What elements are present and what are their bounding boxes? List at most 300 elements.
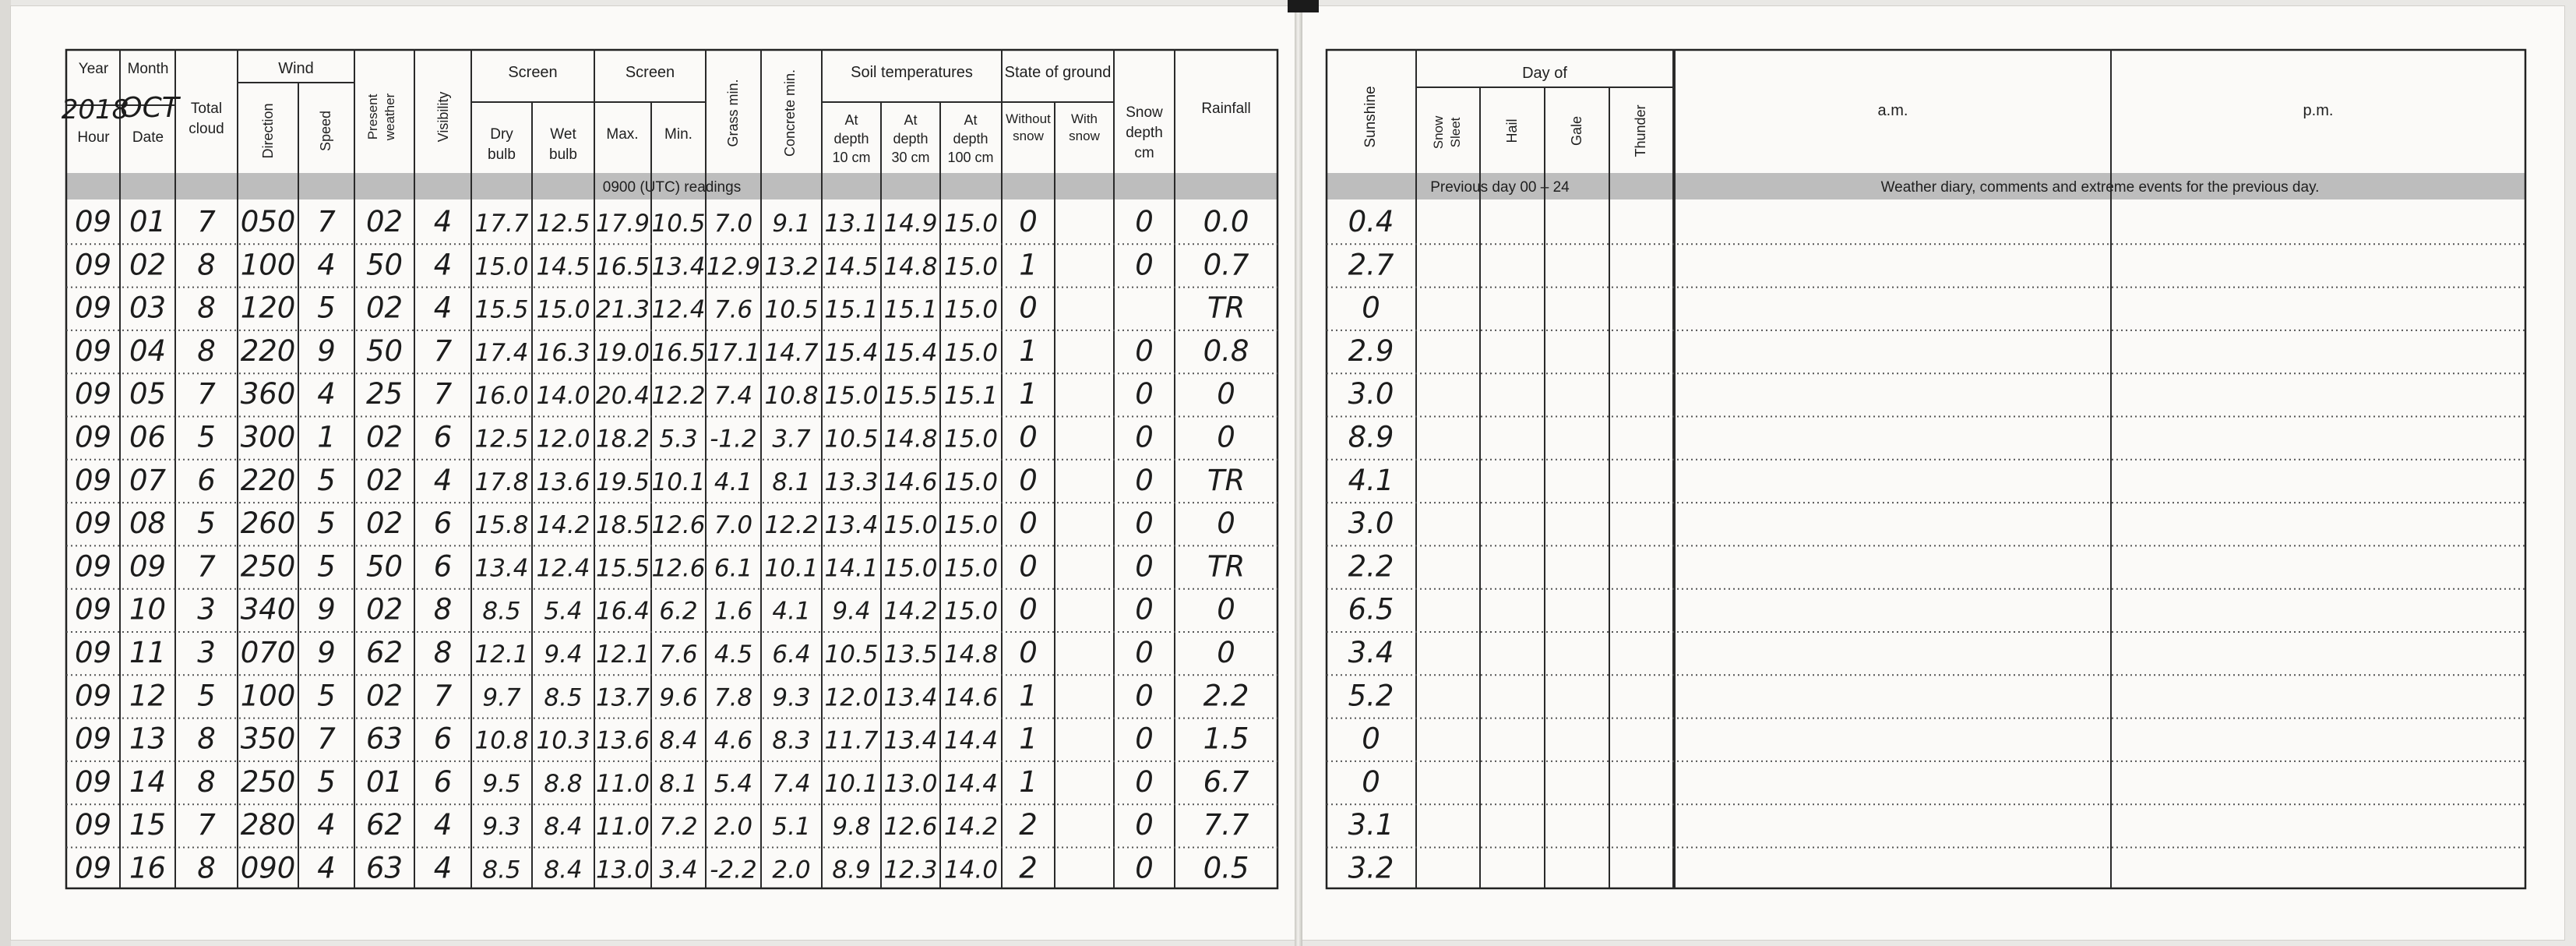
reading-r4-c6: 50 [365, 334, 403, 368]
day-of-header: Day of [1522, 65, 1567, 82]
reading-r5-c1: 09 [74, 377, 112, 411]
reading-r13-c12: 4.6 [714, 726, 753, 755]
reading-r12-c12: 7.8 [714, 683, 753, 712]
reading-r15-c2: 15 [129, 808, 167, 842]
reading-r13-c13: 8.3 [772, 726, 811, 755]
reading-r5-c13: 10.8 [764, 382, 819, 411]
reading-r16-c4: 090 [240, 851, 296, 885]
reading-r13-c16: 14.4 [943, 726, 999, 755]
sunshine-r12: 5.2 [1348, 679, 1394, 713]
reading-r8-c16: 15.0 [943, 511, 999, 540]
reading-r16-c13: 2.0 [772, 856, 811, 884]
sunshine-r14: 0 [1362, 764, 1380, 799]
reading-r5-c8: 16.0 [474, 382, 529, 411]
reading-r7-c8: 17.8 [474, 468, 529, 496]
sunshine-r15: 3.1 [1348, 808, 1394, 842]
reading-r1-c6: 02 [365, 205, 403, 238]
reading-r8-c17: 0 [1019, 507, 1038, 541]
reading-r6-c10: 18.2 [595, 425, 650, 454]
reading-r9-c7: 6 [433, 549, 453, 584]
without-snow-header-line-2: snow [1013, 129, 1044, 143]
reading-r3-c8: 15.5 [474, 295, 529, 324]
reading-r9-c17: 0 [1019, 549, 1038, 584]
reading-r6-c7: 6 [433, 420, 453, 454]
reading-r6-c2: 06 [129, 420, 167, 454]
reading-r5-c5: 4 [317, 377, 336, 411]
reading-r11-c12: 4.5 [714, 641, 753, 669]
reading-r1-c1: 09 [74, 205, 112, 238]
reading-r14-c5: 5 [317, 764, 336, 799]
sunshine-r9: 2.2 [1348, 549, 1394, 584]
reading-r1-c20: 0.0 [1203, 205, 1249, 238]
reading-r9-c11: 12.6 [651, 554, 706, 583]
reading-r12-c16: 14.6 [943, 683, 999, 712]
reading-r1-c19: 0 [1135, 205, 1154, 238]
reading-r8-c12: 7.0 [714, 511, 753, 540]
speed-header: Speed [318, 110, 333, 152]
reading-r10-c2: 10 [129, 592, 167, 627]
reading-r14-c20: 6.7 [1203, 764, 1249, 799]
dry-bulb-header-line-1: Dry [490, 126, 513, 143]
reading-r8-c13: 12.2 [764, 511, 819, 540]
reading-r6-c8: 12.5 [474, 425, 529, 454]
soil-30cm-header-line-3: 30 cm [891, 150, 930, 165]
reading-r1-c12: 7.0 [714, 210, 753, 238]
reading-r16-c17: 2 [1019, 851, 1038, 885]
reading-r10-c5: 9 [317, 592, 336, 627]
screen-header-1: Screen [508, 64, 558, 81]
reading-r10-c8: 8.5 [482, 597, 521, 626]
reading-r3-c20: TR [1207, 291, 1246, 325]
reading-r4-c16: 15.0 [943, 338, 999, 367]
reading-r6-c14: 10.5 [824, 425, 879, 454]
reading-r2-c13: 13.2 [764, 252, 819, 281]
reading-r6-c3: 5 [197, 420, 216, 454]
reading-r2-c7: 4 [433, 248, 453, 282]
reading-r10-c20: 0 [1217, 592, 1235, 627]
reading-r6-c19: 0 [1135, 420, 1154, 454]
screen-header-2: Screen [625, 64, 675, 81]
reading-r5-c20: 0 [1217, 377, 1235, 411]
reading-r14-c7: 6 [433, 764, 453, 799]
reading-r8-c3: 5 [197, 507, 216, 541]
sunshine-r2: 2.7 [1348, 248, 1394, 282]
reading-r13-c2: 13 [129, 722, 167, 756]
reading-r2-c16: 15.0 [943, 252, 999, 281]
reading-r12-c19: 0 [1135, 679, 1154, 713]
date-header: Date [132, 129, 164, 146]
reading-r12-c1: 09 [74, 679, 112, 713]
reading-r3-c9: 15.0 [536, 295, 590, 324]
reading-r16-c14: 8.9 [832, 856, 871, 884]
reading-r14-c6: 01 [365, 764, 403, 799]
reading-r7-c14: 13.3 [824, 468, 879, 496]
readings-band-label: 0900 (UTC) readings [602, 179, 742, 196]
reading-r4-c2: 04 [129, 334, 167, 368]
reading-r14-c1: 09 [74, 764, 112, 799]
sleet-header: Sleet [1448, 117, 1463, 148]
reading-r2-c5: 4 [317, 248, 336, 282]
reading-r2-c10: 16.5 [595, 252, 650, 281]
reading-r9-c12: 6.1 [714, 554, 753, 583]
reading-r2-c20: 0.7 [1203, 248, 1249, 282]
reading-r9-c19: 0 [1135, 549, 1154, 584]
reading-r6-c9: 12.0 [536, 425, 590, 454]
reading-r5-c12: 7.4 [714, 382, 753, 411]
reading-r9-c6: 50 [365, 549, 403, 584]
reading-r3-c11: 12.4 [651, 295, 706, 324]
sunshine-r7: 4.1 [1348, 463, 1394, 497]
state-of-ground-header: State of ground [1004, 64, 1112, 81]
reading-r8-c4: 260 [240, 507, 296, 541]
reading-r11-c14: 10.5 [824, 641, 879, 669]
reading-r4-c11: 16.5 [651, 338, 706, 367]
reading-r13-c8: 10.8 [474, 726, 529, 755]
reading-r15-c9: 8.4 [544, 813, 583, 842]
reading-r8-c15: 15.0 [883, 511, 938, 540]
snow-depth-header-line-1: Snow [1126, 104, 1163, 121]
reading-r1-c17: 0 [1019, 205, 1038, 238]
reading-r10-c1: 09 [74, 592, 112, 627]
reading-r2-c17: 1 [1019, 248, 1038, 282]
reading-r3-c4: 120 [240, 291, 296, 325]
reading-r11-c15: 13.5 [883, 641, 938, 669]
reading-r10-c3: 3 [197, 592, 216, 627]
reading-r7-c12: 4.1 [714, 468, 753, 496]
reading-r16-c15: 12.3 [883, 856, 938, 884]
reading-r4-c1: 09 [74, 334, 112, 368]
reading-r11-c5: 9 [317, 636, 336, 669]
sunshine-r11: 3.4 [1348, 636, 1394, 669]
reading-r13-c1: 09 [74, 722, 112, 756]
snow-depth-header-line-3: cm [1134, 145, 1154, 161]
reading-r9-c10: 15.5 [595, 554, 650, 583]
reading-r7-c1: 09 [74, 463, 112, 497]
direction-header: Direction [260, 103, 276, 159]
wind-header: Wind [278, 60, 314, 77]
reading-r14-c19: 0 [1135, 764, 1154, 799]
reading-r12-c6: 02 [365, 679, 403, 713]
reading-r5-c11: 12.2 [651, 382, 706, 411]
reading-r8-c14: 13.4 [824, 511, 879, 540]
present-weather-header-1: Present [365, 94, 380, 140]
reading-r3-c16: 15.0 [943, 295, 999, 324]
reading-r13-c4: 350 [240, 722, 296, 756]
reading-r3-c15: 15.1 [883, 295, 938, 324]
reading-r15-c5: 4 [317, 808, 336, 842]
reading-r12-c2: 12 [129, 679, 167, 713]
sunshine-r3: 0 [1362, 291, 1380, 325]
reading-r2-c8: 15.0 [474, 252, 529, 281]
reading-r2-c14: 14.5 [824, 252, 879, 281]
reading-r5-c4: 360 [240, 377, 296, 411]
reading-r16-c10: 13.0 [595, 856, 650, 884]
grass-min-header: Grass min. [725, 79, 741, 147]
hour-header: Hour [77, 129, 110, 146]
reading-r16-c11: 3.4 [659, 856, 698, 884]
reading-r4-c20: 0.8 [1203, 334, 1249, 368]
reading-r6-c4: 300 [240, 420, 296, 454]
reading-r8-c11: 12.6 [651, 511, 706, 540]
reading-r4-c3: 8 [197, 334, 216, 368]
reading-r5-c10: 20.4 [595, 382, 650, 411]
reading-r3-c3: 8 [197, 291, 216, 325]
reading-r8-c8: 15.8 [474, 511, 529, 540]
reading-r15-c19: 0 [1135, 808, 1154, 842]
reading-r10-c15: 14.2 [883, 597, 938, 626]
soil-10cm-header-line-2: depth [833, 131, 869, 146]
reading-r7-c16: 15.0 [943, 468, 999, 496]
reading-r1-c10: 17.9 [595, 210, 650, 238]
reading-r14-c14: 10.1 [824, 769, 879, 798]
reading-r5-c7: 7 [433, 377, 453, 411]
reading-r6-c12: -1.2 [710, 425, 757, 454]
reading-r1-c2: 01 [129, 205, 167, 238]
reading-r7-c17: 0 [1019, 463, 1038, 497]
reading-r7-c3: 6 [197, 463, 216, 497]
reading-r5-c16: 15.1 [943, 382, 999, 411]
reading-r16-c6: 63 [365, 851, 403, 885]
reading-r12-c17: 1 [1019, 679, 1038, 713]
reading-r1-c13: 9.1 [772, 210, 811, 238]
min-header: Min. [664, 126, 692, 143]
soil-10cm-header-line-3: 10 cm [832, 150, 871, 165]
reading-r11-c10: 12.1 [595, 641, 650, 669]
reading-r1-c11: 10.5 [651, 210, 706, 238]
reading-r15-c6: 62 [365, 808, 403, 842]
sunshine-r6: 8.9 [1348, 420, 1394, 454]
reading-r2-c3: 8 [197, 248, 216, 282]
reading-r14-c10: 11.0 [595, 769, 650, 798]
reading-r14-c2: 14 [129, 764, 167, 799]
sunshine-r1: 0.4 [1348, 205, 1394, 238]
reading-r13-c15: 13.4 [883, 726, 938, 755]
reading-r9-c4: 250 [240, 549, 296, 584]
reading-r2-c9: 14.5 [536, 252, 590, 281]
reading-r15-c17: 2 [1019, 808, 1038, 842]
reading-r12-c3: 5 [197, 679, 216, 713]
reading-r14-c15: 13.0 [883, 769, 938, 798]
reading-r16-c20: 0.5 [1203, 851, 1249, 885]
reading-r10-c19: 0 [1135, 592, 1154, 627]
reading-r6-c1: 09 [74, 420, 112, 454]
reading-r12-c8: 9.7 [482, 683, 521, 712]
sunshine-r5: 3.0 [1348, 377, 1394, 411]
reading-r13-c20: 1.5 [1203, 722, 1249, 756]
soil-temperatures-header: Soil temperatures [851, 64, 973, 81]
reading-r7-c4: 220 [240, 463, 296, 497]
reading-r3-c6: 02 [365, 291, 403, 325]
reading-r3-c1: 09 [74, 291, 112, 325]
total-cloud-header-line-2: cloud [189, 121, 224, 137]
reading-r15-c4: 280 [240, 808, 296, 842]
reading-r9-c15: 15.0 [883, 554, 938, 583]
reading-r6-c15: 14.8 [883, 425, 938, 454]
reading-r4-c10: 19.0 [595, 338, 650, 367]
max-header: Max. [606, 126, 639, 143]
reading-r4-c5: 9 [317, 334, 336, 368]
reading-r9-c2: 09 [129, 549, 167, 584]
wet-bulb-header-line-2: bulb [549, 146, 577, 163]
reading-r14-c9: 8.8 [544, 769, 583, 798]
reading-r4-c9: 16.3 [536, 338, 590, 367]
reading-r9-c1: 09 [74, 549, 112, 584]
reading-r7-c5: 5 [317, 463, 336, 497]
handwritten-month: OCT [120, 92, 179, 124]
reading-r1-c14: 13.1 [824, 210, 879, 238]
reading-r11-c9: 9.4 [544, 641, 583, 669]
reading-r8-c1: 09 [74, 507, 112, 541]
reading-r13-c6: 63 [365, 722, 403, 756]
reading-r10-c6: 02 [365, 592, 403, 627]
reading-r12-c15: 13.4 [883, 683, 938, 712]
reading-r14-c3: 8 [197, 764, 216, 799]
reading-r14-c13: 7.4 [772, 769, 811, 798]
reading-r4-c4: 220 [240, 334, 296, 368]
reading-r4-c12: 17.1 [706, 338, 761, 367]
reading-r10-c7: 8 [433, 592, 453, 627]
reading-r15-c10: 11.0 [595, 813, 650, 842]
reading-r3-c12: 7.6 [714, 295, 753, 324]
reading-r11-c19: 0 [1135, 636, 1154, 669]
reading-r9-c13: 10.1 [764, 554, 819, 583]
reading-r9-c16: 15.0 [943, 554, 999, 583]
reading-r1-c4: 050 [240, 205, 296, 238]
thunder-header: Thunder [1633, 104, 1648, 157]
reading-r15-c11: 7.2 [659, 813, 698, 842]
am-header: a.m. [1877, 102, 1908, 119]
reading-r7-c19: 0 [1135, 463, 1154, 497]
reading-r5-c14: 15.0 [824, 382, 879, 411]
hail-header: Hail [1504, 118, 1520, 143]
reading-r11-c4: 070 [240, 636, 296, 669]
reading-r2-c19: 0 [1135, 248, 1154, 282]
reading-r14-c17: 1 [1019, 764, 1038, 799]
reading-r16-c19: 0 [1135, 851, 1154, 885]
reading-r12-c20: 2.2 [1203, 679, 1249, 713]
reading-r1-c16: 15.0 [943, 210, 999, 238]
reading-r4-c7: 7 [433, 334, 453, 368]
reading-r6-c6: 02 [365, 420, 403, 454]
reading-r11-c7: 8 [433, 636, 453, 669]
reading-r7-c20: TR [1207, 463, 1246, 497]
reading-r10-c9: 5.4 [544, 597, 583, 626]
reading-r16-c3: 8 [197, 851, 216, 885]
reading-r10-c11: 6.2 [659, 597, 698, 626]
dry-bulb-header-line-2: bulb [488, 146, 516, 163]
visibility-header: Visibility [435, 91, 451, 143]
reading-r7-c6: 02 [365, 463, 403, 497]
present-weather-header-2: weather [382, 93, 397, 141]
reading-r16-c9: 8.4 [544, 856, 583, 884]
reading-r16-c16: 14.0 [943, 856, 999, 884]
with-snow-header-line-2: snow [1069, 129, 1100, 143]
reading-r13-c17: 1 [1019, 722, 1038, 756]
reading-r1-c5: 7 [317, 205, 336, 238]
reading-r15-c8: 9.3 [482, 813, 521, 842]
reading-r8-c2: 08 [129, 507, 167, 541]
reading-r6-c13: 3.7 [772, 425, 811, 454]
reading-r3-c2: 03 [129, 291, 167, 325]
reading-r16-c8: 8.5 [482, 856, 521, 884]
reading-r3-c14: 15.1 [824, 295, 879, 324]
reading-r16-c12: -2.2 [710, 856, 757, 884]
reading-r5-c19: 0 [1135, 377, 1154, 411]
reading-r10-c14: 9.4 [832, 597, 871, 626]
reading-r14-c8: 9.5 [482, 769, 521, 798]
reading-r14-c11: 8.1 [659, 769, 698, 798]
reading-r16-c7: 4 [433, 851, 453, 885]
reading-r11-c8: 12.1 [474, 641, 529, 669]
reading-r2-c15: 14.8 [883, 252, 938, 281]
soil-100cm-header-line-2: depth [953, 131, 988, 146]
reading-r10-c17: 0 [1019, 592, 1038, 627]
reading-r1-c9: 12.5 [536, 210, 590, 238]
reading-r4-c19: 0 [1135, 334, 1154, 368]
reading-r11-c3: 3 [197, 636, 216, 669]
reading-r7-c15: 14.6 [883, 468, 938, 496]
reading-r9-c3: 7 [197, 549, 216, 584]
reading-r5-c3: 7 [197, 377, 216, 411]
reading-r1-c15: 14.9 [883, 210, 938, 238]
reading-r6-c17: 0 [1019, 420, 1038, 454]
soil-10cm-header-line-1: At [844, 112, 858, 128]
reading-r15-c3: 7 [197, 808, 216, 842]
reading-r14-c4: 250 [240, 764, 296, 799]
reading-r13-c14: 11.7 [824, 726, 879, 755]
reading-r9-c8: 13.4 [474, 554, 529, 583]
reading-r10-c10: 16.4 [595, 597, 650, 626]
reading-r13-c10: 13.6 [595, 726, 650, 755]
reading-r13-c11: 8.4 [659, 726, 698, 755]
previous-day-label: Previous day 00 – 24 [1430, 179, 1570, 196]
reading-r11-c13: 6.4 [772, 641, 811, 669]
reading-r7-c10: 19.5 [595, 468, 650, 496]
wet-bulb-header-line-1: Wet [550, 126, 576, 143]
reading-r10-c16: 15.0 [943, 597, 999, 626]
reading-r11-c1: 09 [74, 636, 112, 669]
reading-r5-c15: 15.5 [883, 382, 938, 411]
reading-r12-c4: 100 [240, 679, 296, 713]
reading-r5-c6: 25 [365, 377, 403, 411]
total-cloud-header-line-1: Total [190, 101, 223, 117]
reading-r8-c5: 5 [317, 507, 336, 541]
reading-r14-c12: 5.4 [714, 769, 753, 798]
weather-diary-label: Weather diary, comments and extreme events for the previous day. [1880, 179, 2320, 196]
reading-r12-c11: 9.6 [659, 683, 698, 712]
reading-r9-c9: 12.4 [536, 554, 590, 583]
reading-r5-c17: 1 [1019, 377, 1038, 411]
reading-r13-c3: 8 [197, 722, 216, 756]
reading-r2-c11: 13.4 [651, 252, 706, 281]
reading-r3-c5: 5 [317, 291, 336, 325]
reading-r16-c1: 09 [74, 851, 112, 885]
reading-r11-c11: 7.6 [659, 641, 698, 669]
reading-r7-c7: 4 [433, 463, 453, 497]
reading-r1-c8: 17.7 [474, 210, 529, 238]
snow-depth-header-line-2: depth [1126, 125, 1163, 141]
reading-r12-c10: 13.7 [595, 683, 650, 712]
reading-r1-c3: 7 [197, 205, 216, 238]
reading-r11-c16: 14.8 [943, 641, 999, 669]
soil-100cm-header-line-1: At [964, 112, 978, 128]
sunshine-r8: 3.0 [1348, 507, 1394, 541]
reading-r15-c16: 14.2 [943, 813, 999, 842]
handwritten-year: 2018 [61, 94, 129, 125]
soil-100cm-header-line-3: 100 cm [947, 150, 994, 165]
reading-r2-c4: 100 [240, 248, 296, 282]
reading-r15-c14: 9.8 [832, 813, 871, 842]
